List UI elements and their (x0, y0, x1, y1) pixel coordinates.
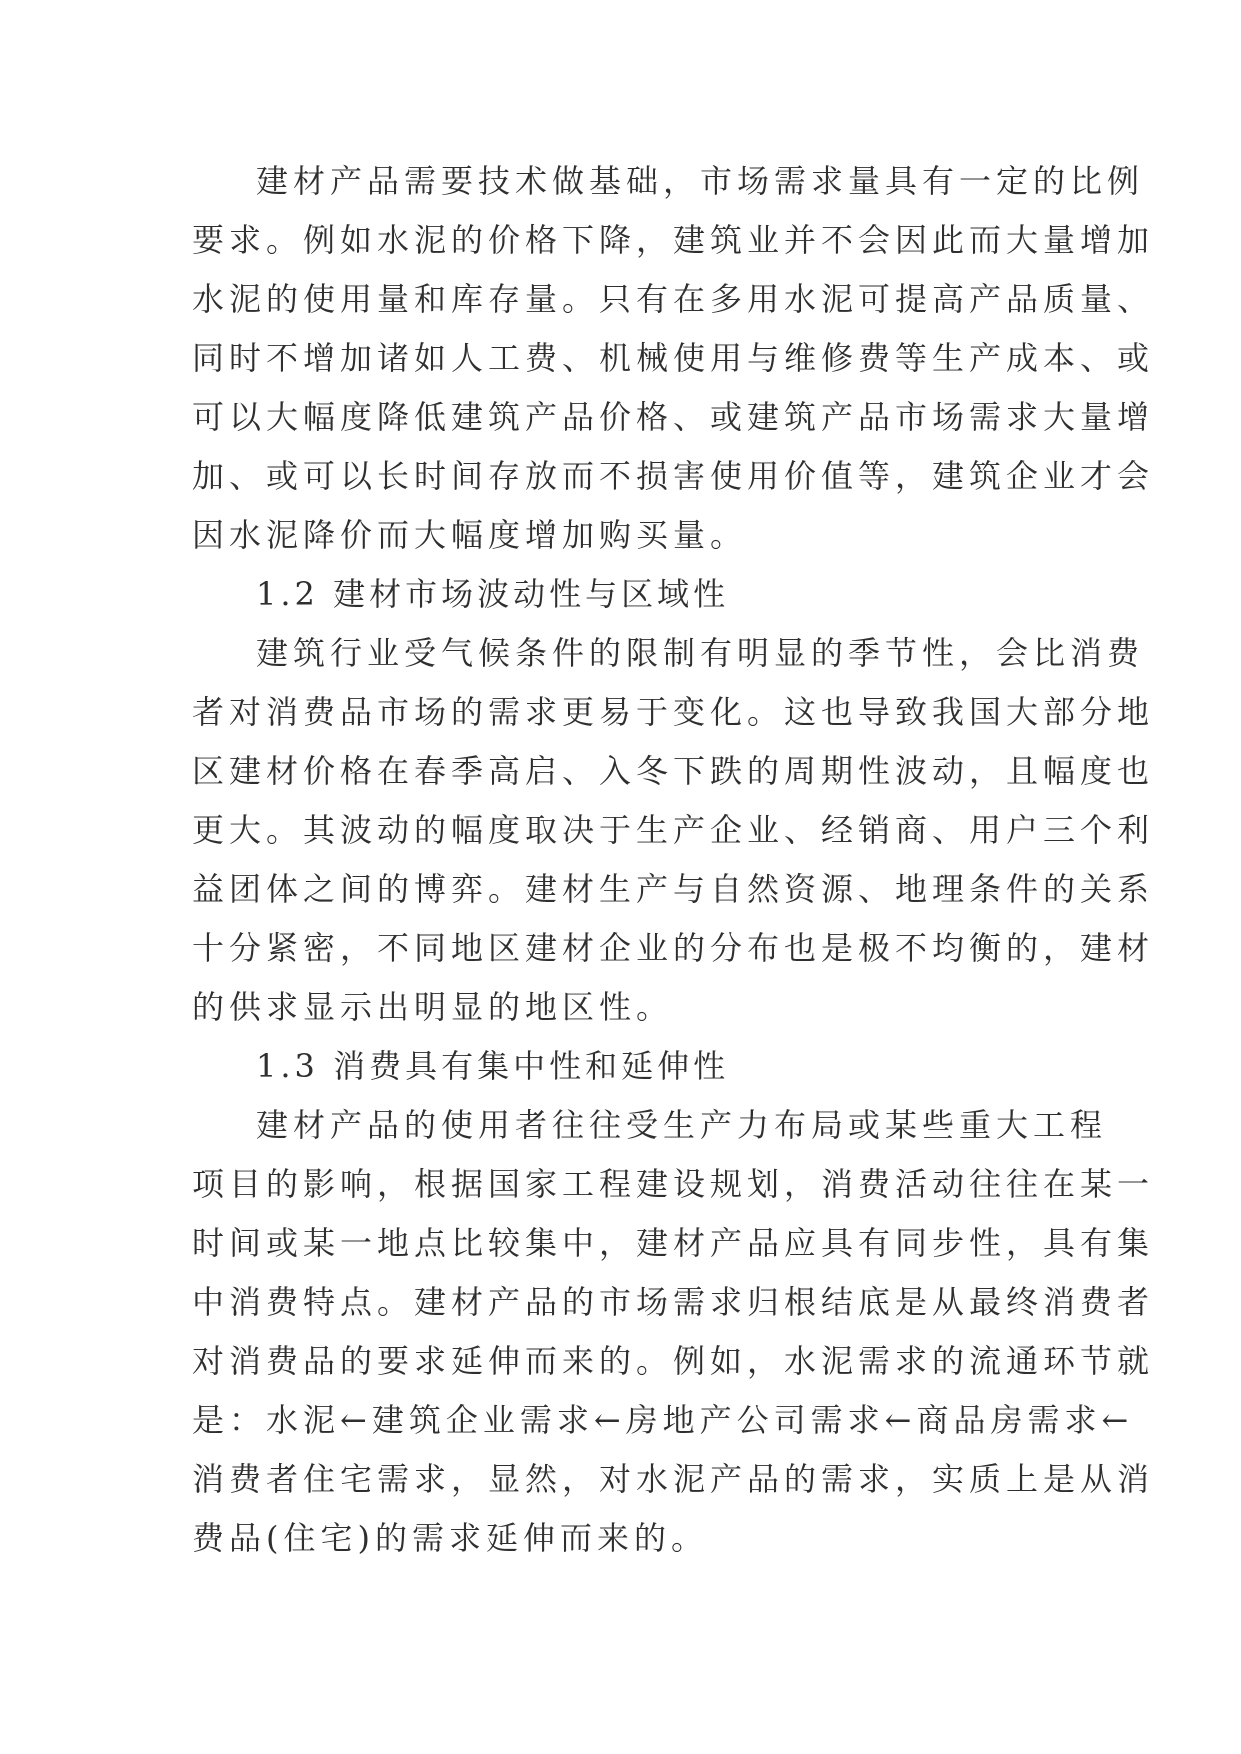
document-page (192, 152, 1155, 1568)
text-line: 因水泥降价而大幅度增加购买量。 (192, 516, 748, 554)
text-line: 水泥的使用量和库存量。只有在多用水泥可提高产品质量、 (192, 280, 1155, 318)
text-line: 是：水泥←建筑企业需求←房地产公司需求←商品房需求← (192, 1401, 1134, 1439)
text-line: 费品(住宅)的需求延伸而来的。 (192, 1519, 708, 1557)
text-line: 消费者住宅需求，显然，对水泥产品的需求，实质上是从消 (192, 1460, 1155, 1498)
text-line: 项目的影响，根据国家工程建设规划，消费活动往往在某一 (192, 1165, 1155, 1203)
text-line: 同时不增加诸如人工费、机械使用与维修费等生产成本、或 (192, 339, 1155, 377)
text-line: 的供求显示出明显的地区性。 (192, 988, 674, 1026)
text-line: 中消费特点。建材产品的市场需求归根结底是从最终消费者 (192, 1283, 1155, 1321)
text-line: 时间或某一地点比较集中，建材产品应具有同步性，具有集 (192, 1224, 1155, 1262)
section-heading: 1.2 建材市场波动性与区域性 (256, 575, 730, 613)
text-line: 建筑行业受气候条件的限制有明显的季节性，会比消费 (256, 634, 1145, 672)
text-line: 更大。其波动的幅度取决于生产企业、经销商、用户三个利 (192, 811, 1155, 849)
text-line: 者对消费品市场的需求更易于变化。这也导致我国大部分地 (192, 693, 1155, 731)
text-line: 建材产品需要技术做基础，市场需求量具有一定的比例 (256, 162, 1145, 200)
text-line: 加、或可以长时间存放而不损害使用价值等，建筑企业才会 (192, 457, 1155, 495)
text-line: 可以大幅度降低建筑产品价格、或建筑产品市场需求大量增 (192, 398, 1155, 436)
text-line: 区建材价格在春季高启、入冬下跌的周期性波动，且幅度也 (192, 752, 1155, 790)
text-line: 要求。例如水泥的价格下降，建筑业并不会因此而大量增加 (192, 221, 1155, 259)
text-line: 建材产品的使用者往往受生产力布局或某些重大工程 (256, 1106, 1108, 1144)
text-line: 对消费品的要求延伸而来的。例如，水泥需求的流通环节就 (192, 1342, 1155, 1380)
section-heading: 1.3 消费具有集中性和延伸性 (256, 1047, 730, 1085)
text-line: 益团体之间的博弈。建材生产与自然资源、地理条件的关系 (192, 870, 1155, 908)
text-line: 十分紧密，不同地区建材企业的分布也是极不均衡的，建材 (192, 929, 1155, 967)
